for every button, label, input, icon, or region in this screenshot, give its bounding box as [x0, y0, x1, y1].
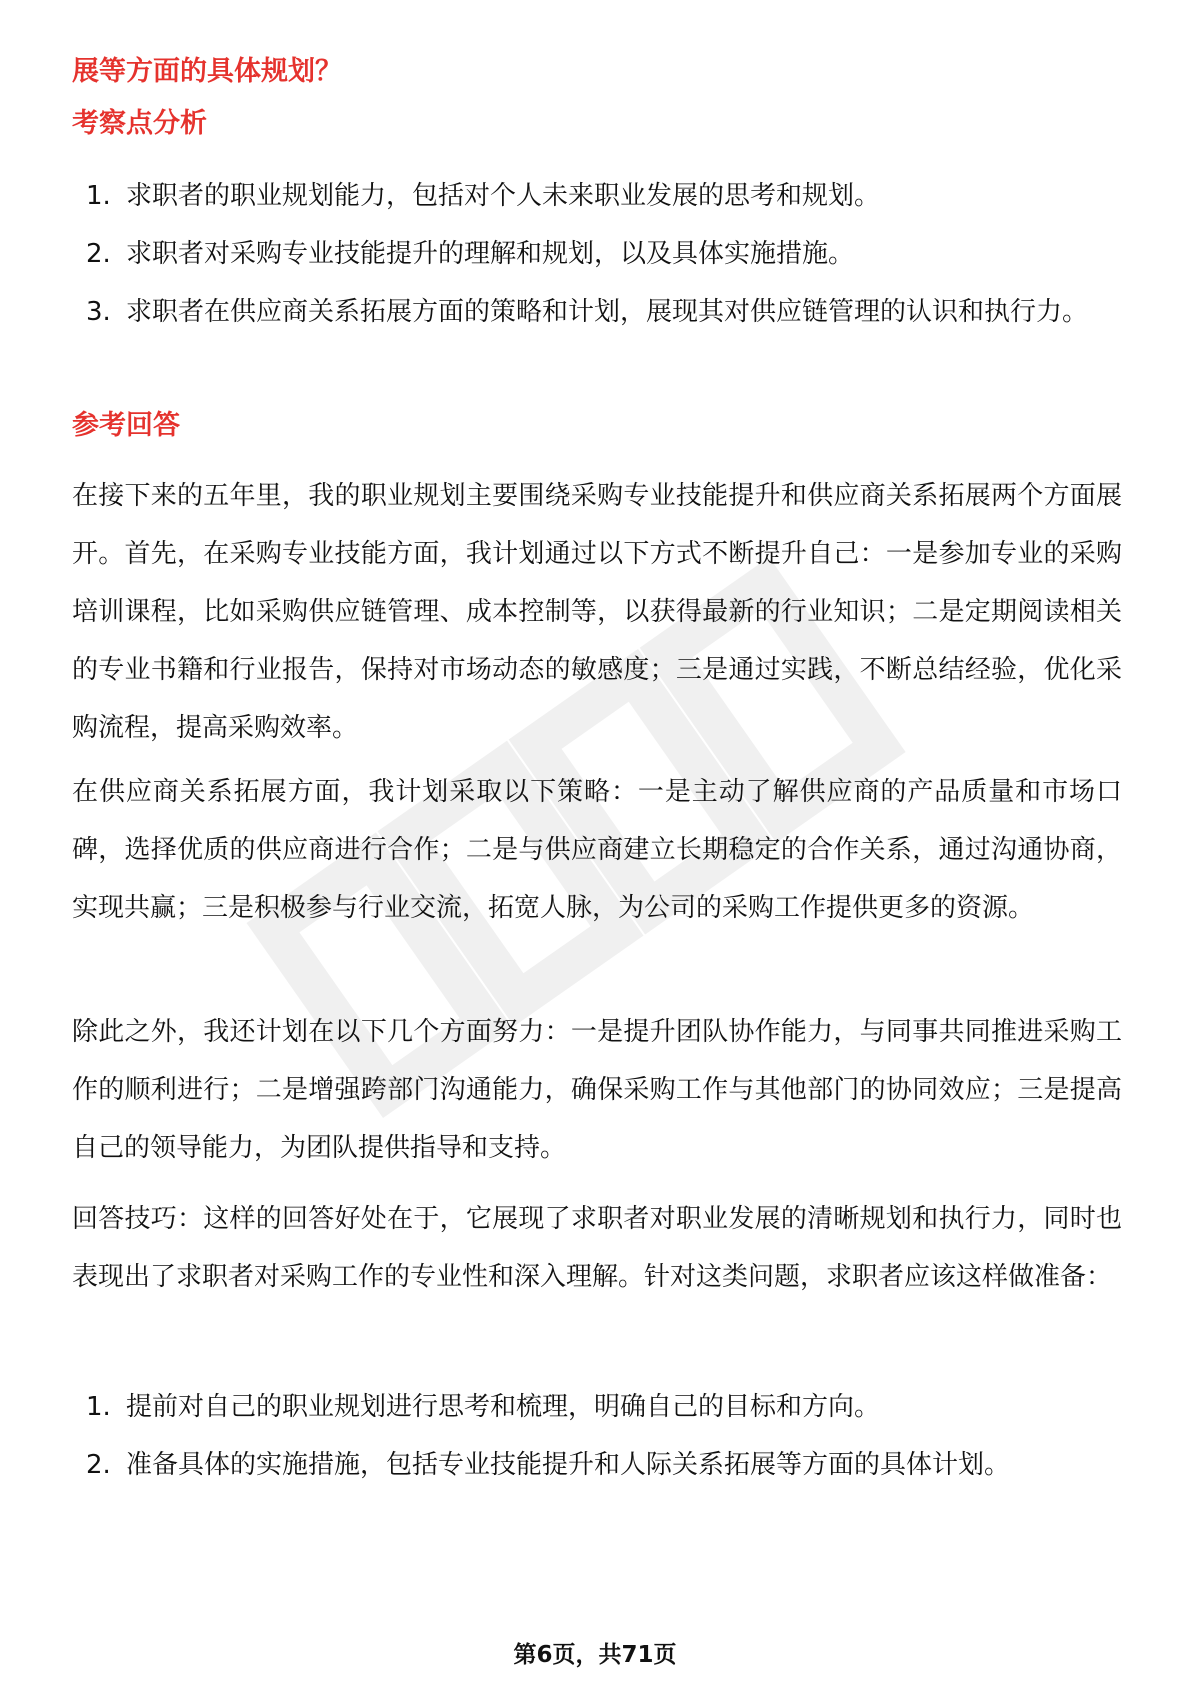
list-item: 1. 求职者的职业规划能力，包括对个人未来职业发展的思考和规划。	[86, 181, 881, 211]
list-item: 1. 提前对自己的职业规划进行思考和梳理，明确自己的目标和方向。	[86, 1392, 881, 1422]
analysis-list	[72, 167, 1122, 341]
list-item: 2. 求职者对采购专业技能提升的理解和规划，以及具体实施措施。	[86, 239, 855, 269]
answer-paragraph-1: 在接下来的五年里，我的职业规划主要围绕采购专业技能提升和供应商关系拓展两个方面展开。首先，在采购专业技能方面，我计划通过以下方式不断提升自己：一是参加专业的采购培训课程，比如采购供应链管理、成本控制等，以获得最新的行业知识；二是定期阅读相关的专业书籍和行业报告，保持对市场动态的敏感度；三是通过实践，不断总结经验，优化采购流程，提高采购效率。	[72, 481, 1122, 743]
prep-list	[72, 1378, 1122, 1494]
answer-paragraph-2: 在供应商关系拓展方面，我计划采取以下策略：一是主动了解供应商的产品质量和市场口碑，选择优质的供应商进行合作；二是与供应商建立长期稳定的合作关系，通过沟通协商，实现共赢；三是积极参与行业交流，拓宽人脉，为公司的采购工作提供更多的资源。	[72, 777, 1122, 923]
page-number-footer: 第6页，共71页	[513, 1642, 677, 1668]
list-item: 2. 准备具体的实施措施，包括专业技能提升和人际关系拓展等方面的具体计划。	[86, 1450, 1011, 1480]
question-heading-continued: 展等方面的具体规划？	[72, 56, 342, 87]
answer-section-heading: 参考回答	[72, 410, 180, 441]
list-item: 3. 求职者在供应商关系拓展方面的策略和计划，展现其对供应链管理的认识和执行力。	[86, 297, 1089, 327]
answer-paragraph-3: 除此之外，我还计划在以下几个方面努力：一是提升团队协作能力，与同事共同推进采购工作的顺利进行；二是增强跨部门沟通能力，确保采购工作与其他部门的协同效应；三是提高自己的领导能力，为团队提供指导和支持。	[72, 1017, 1122, 1163]
analysis-section-heading: 考察点分析	[72, 108, 207, 139]
answer-tips-paragraph: 回答技巧：这样的回答好处在于，它展现了求职者对职业发展的清晰规划和执行力，同时也表现出了求职者对采购工作的专业性和深入理解。针对这类问题，求职者应该这样做准备：	[72, 1204, 1122, 1292]
